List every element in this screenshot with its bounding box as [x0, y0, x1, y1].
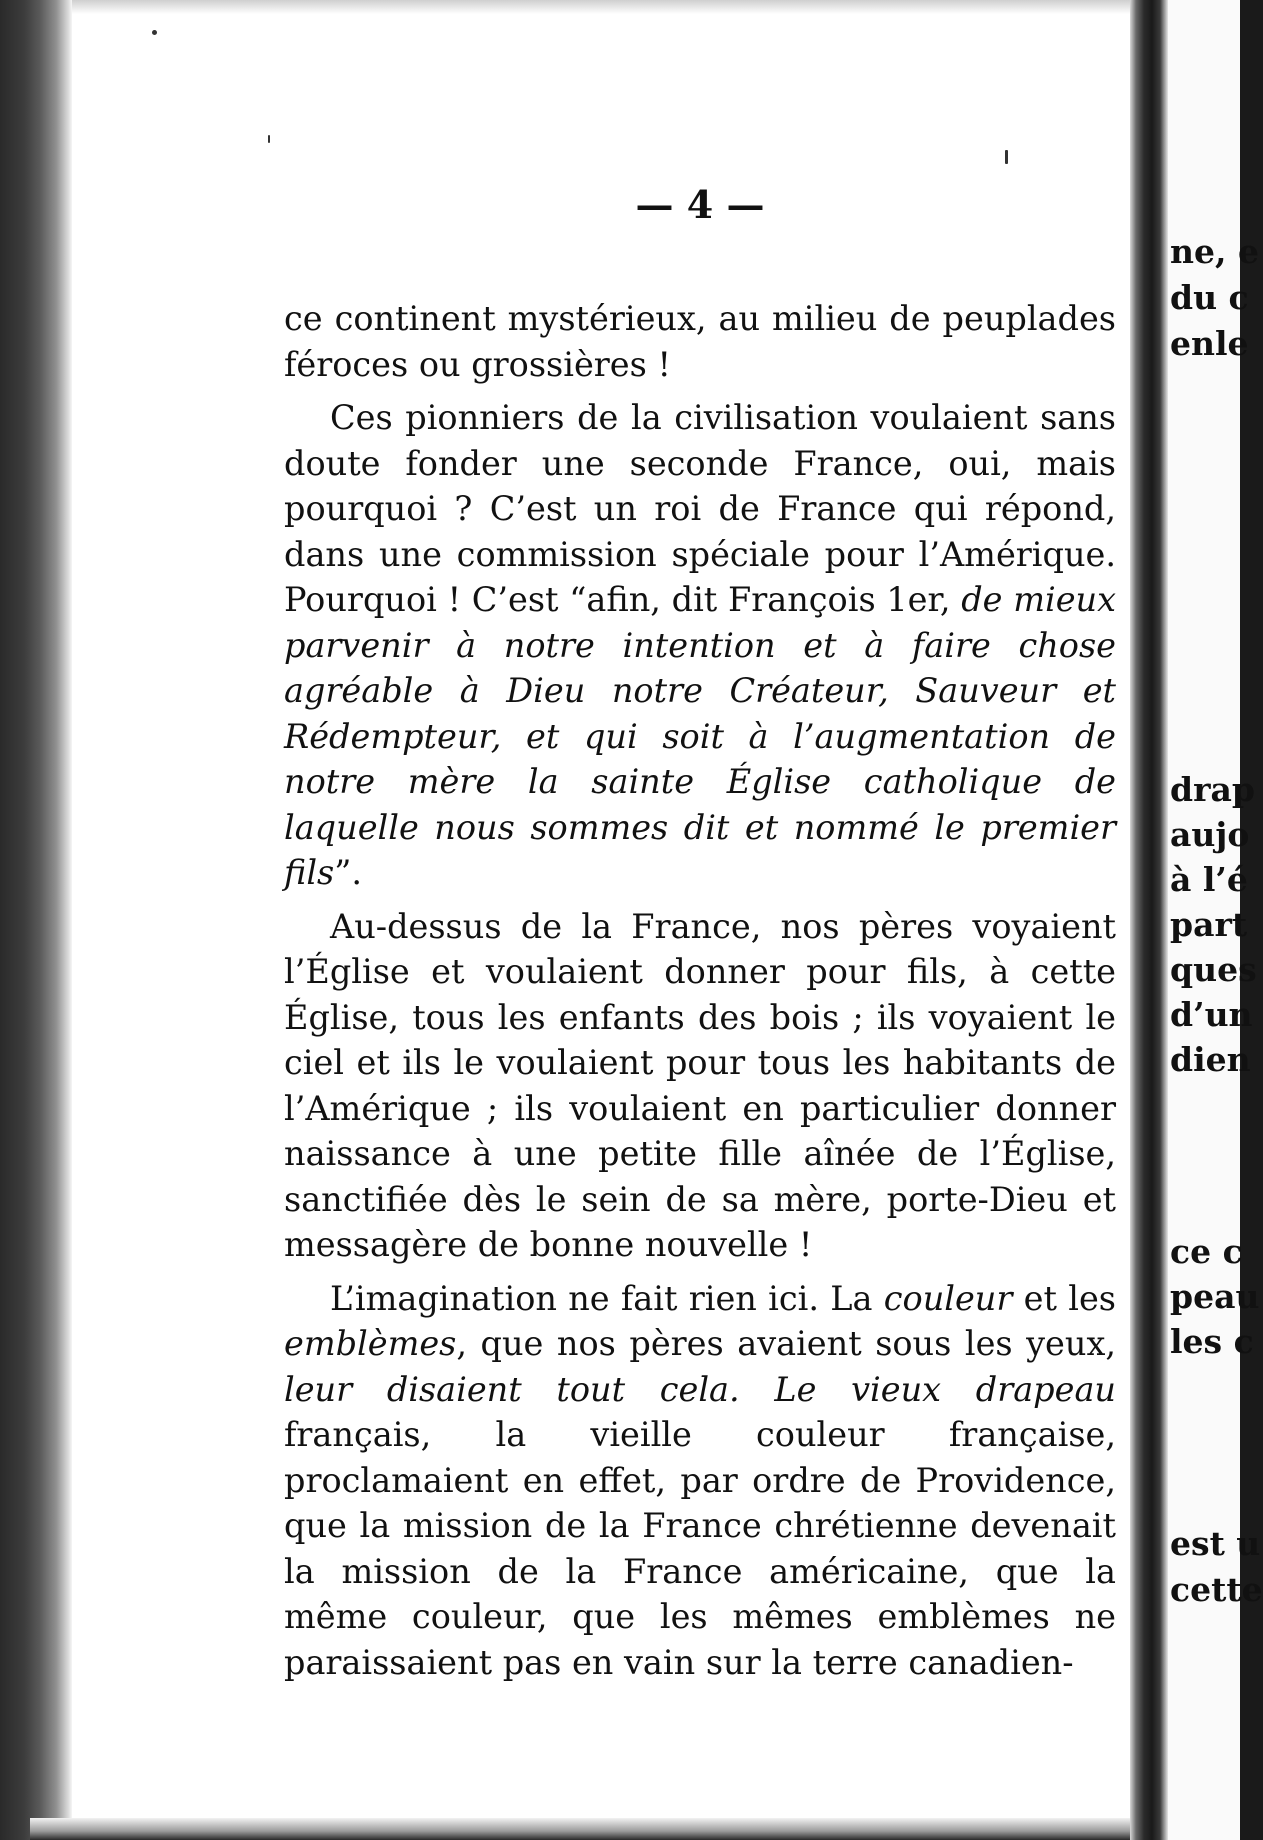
paragraph-2	[284, 395, 1116, 896]
paragraph-2-close: ”.	[334, 853, 363, 892]
paragraph-4-italic-phrase: leur disaient tout cela. Le vieux drapeau	[284, 1369, 1116, 1409]
page-bottom-edge	[30, 1818, 1150, 1840]
scan-speck	[152, 30, 157, 35]
paragraph-4-italic-emblemes: emblèmes	[284, 1324, 457, 1363]
facing-line: peau	[1170, 1277, 1260, 1316]
facing-line: enle	[1170, 324, 1249, 363]
paragraph-4-italic-couleur: couleur	[883, 1278, 1013, 1318]
binding-shadow-left	[0, 0, 72, 1840]
paragraph-1: ce continent mystérieux, au milieu de peuplades féroces ou grossières !	[284, 299, 1116, 384]
page-top-edge	[40, 0, 1140, 14]
facing-line: dien	[1170, 1040, 1251, 1079]
paragraph-4-part-e: , que nos pères avaient sous les yeux,	[456, 1324, 1116, 1363]
book-gutter	[1130, 0, 1168, 1840]
facing-line: drap	[1170, 770, 1255, 809]
facing-line: ques	[1170, 950, 1257, 989]
page-number: — 4 —	[635, 182, 765, 227]
paragraph-3: Au-dessus de la France, nos pères voyaient l’Église et voulaient donner pour fils, à cette Église, tous les enfants des bois ; ils voyaient le ciel et ils le voulaient pour tous les habitants de l’Amérique ; ils voulaient en particulier donner naissance à une petite fille aînée de l’Église, sanctifiée dès le sein de sa mère, porte-Dieu et messagère de bonne nouvelle !	[284, 906, 1116, 1264]
paragraph-2-italic-quote: de mieux parvenir à notre intention et à faire chose agréable à Dieu notre Créateur, Sauveur et Rédempteur, et qui soit à l’augmentation de notre mère la sainte Église catholique de laquelle nous sommes dit et nommé le premier fils	[284, 580, 1116, 892]
facing-line: est u	[1170, 1524, 1261, 1563]
facing-line: part	[1170, 905, 1248, 944]
paragraph-4-part-g: français, la vieille couleur française, proclamaient en effet, par ordre de Providence, que la mission de la France chrétienne devenait la mission de la France américaine, que la même couleur, que les mêmes emblèmes ne paraissaient pas en vain sur la terre canadien-	[284, 1415, 1116, 1682]
facing-line: du c	[1170, 278, 1249, 317]
paragraph-2-roman: Ces pionniers de la civilisation voulaient sans doute fonder une seconde France, oui, mais pourquoi ? C’est un roi de France qui répond, dans une commission spéciale pour l’Amérique. Pourquoi ! C’est “afin, dit François 1er,	[284, 398, 1116, 619]
facing-line: les c	[1170, 1322, 1254, 1361]
facing-page-fragment	[1168, 0, 1263, 1840]
scan-speck	[1005, 150, 1008, 164]
paragraph-4-part-a: L’imagination ne fait rien ici. La	[330, 1278, 884, 1318]
facing-line: ne, e	[1170, 232, 1259, 271]
paragraph-4	[284, 1276, 1116, 1686]
scan-speck	[268, 135, 270, 143]
paragraph-4-part-c: et les	[1012, 1278, 1116, 1318]
facing-line: d’un	[1170, 995, 1253, 1034]
facing-line: cette	[1170, 1570, 1263, 1609]
facing-line: à l’é	[1170, 860, 1248, 899]
body-text	[284, 296, 1116, 1685]
facing-line: aujo	[1170, 815, 1250, 854]
facing-line: ce c	[1170, 1232, 1243, 1271]
